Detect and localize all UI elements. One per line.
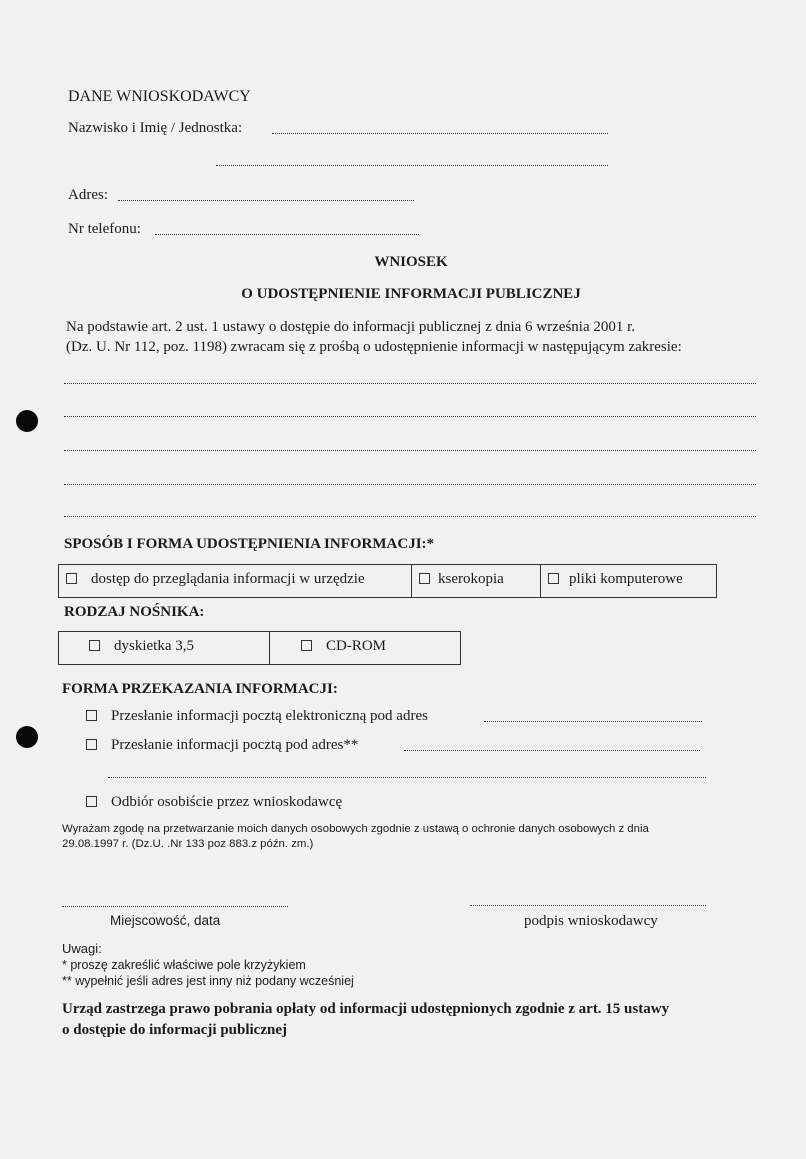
- method-option-view[interactable]: [66, 571, 365, 588]
- intro-line-2: (Dz. U. Nr 112, poz. 1198) zwracam się z prośbą o udostępnienie informacji w następującym zakresie:: [66, 339, 682, 355]
- scope-line-1[interactable]: [64, 383, 756, 384]
- medium-divider: [269, 632, 270, 664]
- name-label: Nazwisko i Imię / Jednostka:: [68, 120, 243, 136]
- address-label: Adres:: [68, 187, 108, 203]
- checkbox-icon[interactable]: [301, 640, 312, 651]
- notes-heading: Uwagi:: [62, 941, 102, 956]
- method-heading: SPOSÓB I FORMA UDOSTĘPNIENIA INFORMACJI:*: [64, 536, 435, 552]
- delivery-option-personal[interactable]: [86, 794, 342, 811]
- delivery-option-email[interactable]: [86, 708, 428, 725]
- method-options-table: [58, 564, 717, 598]
- delivery-heading: FORMA PRZEKAZANIA INFORMACJI:: [62, 681, 338, 697]
- method-option-view-label: dostęp do przeglądania informacji w urzędzie: [91, 571, 365, 587]
- form-title: WNIOSEK: [374, 254, 448, 270]
- checkbox-icon[interactable]: [419, 573, 430, 584]
- note-2: ** wypełnić jeśli adres jest inny niż podany wcześniej: [62, 974, 354, 988]
- delivery-email-label: Przesłanie informacji pocztą elektroniczną pod adres: [111, 708, 428, 724]
- medium-heading: RODZAJ NOŚNIKA:: [64, 604, 205, 620]
- checkbox-icon[interactable]: [86, 739, 97, 750]
- phone-label: Nr telefonu:: [68, 221, 141, 237]
- signature-label: podpis wnioskodawcy: [524, 913, 658, 929]
- medium-option-floppy-label: dyskietka 3,5: [114, 638, 194, 654]
- method-divider-2: [540, 565, 541, 597]
- delivery-personal-label: Odbiór osobiście przez wnioskodawcę: [111, 794, 343, 810]
- medium-option-floppy[interactable]: [89, 638, 194, 655]
- punch-hole-top: [16, 410, 38, 432]
- place-date-label: Miejscowość, data: [110, 913, 221, 928]
- intro-line-1: Na podstawie art. 2 ust. 1 ustawy o dostępie do informacji publicznej z dnia 6 września 2001 r.: [66, 319, 636, 335]
- checkbox-icon[interactable]: [548, 573, 559, 584]
- consent-line-1: Wyrażam zgodę na przetwarzanie moich danych osobowych zgodnie z ustawą o ochronie danych osobowych z dnia: [62, 823, 649, 835]
- checkbox-icon[interactable]: [86, 796, 97, 807]
- form-subtitle: O UDOSTĘPNIENIE INFORMACJI PUBLICZNEJ: [241, 286, 581, 302]
- delivery-option-post[interactable]: [86, 737, 358, 754]
- scope-line-3[interactable]: [64, 450, 756, 451]
- checkbox-icon[interactable]: [89, 640, 100, 651]
- applicant-heading: DANE WNIOSKODAWCY: [68, 88, 251, 105]
- place-date-field[interactable]: [62, 906, 288, 907]
- checkbox-icon[interactable]: [86, 710, 97, 721]
- note-1: * proszę zakreślić właściwe pole krzyżykiem: [62, 958, 306, 972]
- delivery-post-label: Przesłanie informacji pocztą pod adres**: [111, 737, 359, 753]
- scope-line-4[interactable]: [64, 484, 756, 485]
- email-address-field[interactable]: [484, 721, 702, 722]
- footer-line-2: o dostępie do informacji publicznej: [62, 1022, 287, 1038]
- scope-line-5[interactable]: [64, 516, 756, 517]
- name-field-line2[interactable]: [216, 165, 608, 166]
- address-field[interactable]: [118, 200, 414, 201]
- signature-field[interactable]: [470, 905, 706, 906]
- method-divider-1: [411, 565, 412, 597]
- method-option-files-label: pliki komputerowe: [569, 571, 683, 587]
- phone-field[interactable]: [155, 234, 419, 235]
- method-option-copy-label: kserokopia: [438, 571, 504, 587]
- medium-options-table: [58, 631, 461, 665]
- scope-line-2[interactable]: [64, 416, 756, 417]
- checkbox-icon[interactable]: [66, 573, 77, 584]
- post-address-field[interactable]: [404, 750, 700, 751]
- method-option-copy[interactable]: [419, 571, 504, 588]
- post-address-field-line2[interactable]: [108, 777, 706, 778]
- consent-line-2: 29.08.1997 r. (Dz.U. .Nr 133 poz 883.z późn. zm.): [62, 838, 314, 850]
- name-field[interactable]: [272, 133, 608, 134]
- footer-line-1: Urząd zastrzega prawo pobrania opłaty od informacji udostępnionych zgodnie z art. 15 ustawy: [62, 1001, 670, 1017]
- medium-option-cd[interactable]: [301, 638, 386, 655]
- medium-option-cd-label: CD-ROM: [326, 638, 387, 654]
- punch-hole-bottom: [16, 726, 38, 748]
- method-option-files[interactable]: [548, 571, 683, 588]
